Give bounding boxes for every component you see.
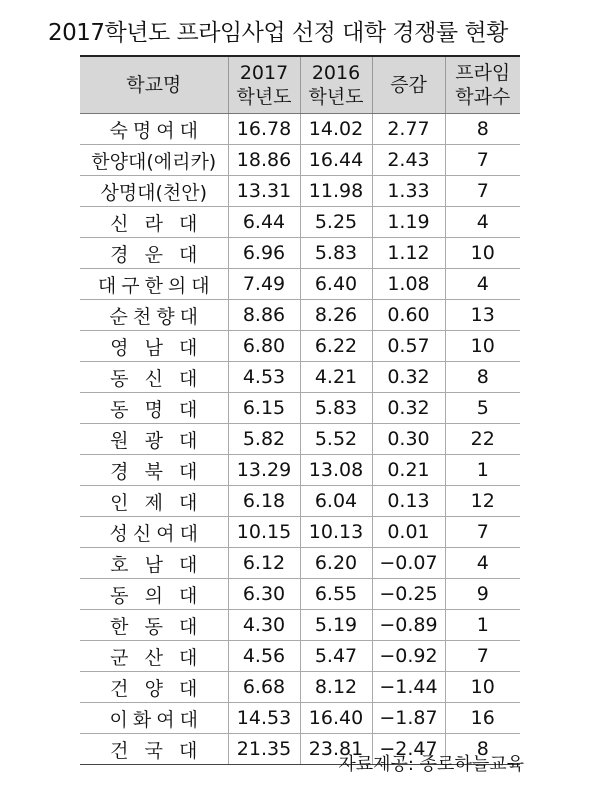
- rate-2017-cell: 13.29: [228, 455, 300, 486]
- dept-count-cell: 22: [445, 424, 520, 455]
- school-name-cell: 건 양 대: [80, 672, 228, 703]
- rate-2017-cell: 6.12: [228, 548, 300, 579]
- rate-2016-cell: 5.19: [300, 610, 372, 641]
- rate-2016-cell: 6.04: [300, 486, 372, 517]
- change-cell: 0.60: [372, 300, 445, 331]
- header-change: 증감: [372, 57, 445, 114]
- rate-2016-cell: 13.08: [300, 455, 372, 486]
- source-credit: 자료제공: 종로하늘교육: [338, 754, 524, 775]
- rate-2017-cell: 4.30: [228, 610, 300, 641]
- change-cell: −0.92: [372, 641, 445, 672]
- rate-2016-cell: 5.83: [300, 238, 372, 269]
- rate-2017-cell: 6.18: [228, 486, 300, 517]
- table-row: [80, 331, 520, 362]
- rate-2017-cell: 4.53: [228, 362, 300, 393]
- rate-2017-cell: 14.53: [228, 703, 300, 734]
- school-name-cell: 순천향대: [80, 300, 228, 331]
- rate-2017-cell: 18.86: [228, 145, 300, 176]
- school-name-cell: 이화여대: [80, 703, 228, 734]
- table-row: [80, 362, 520, 393]
- rate-2016-cell: 4.21: [300, 362, 372, 393]
- change-cell: 0.13: [372, 486, 445, 517]
- school-name-cell: 건 국 대: [80, 734, 228, 765]
- dept-count-cell: 1: [445, 610, 520, 641]
- rate-2016-cell: 8.12: [300, 672, 372, 703]
- change-cell: 0.32: [372, 362, 445, 393]
- table-row: [80, 610, 520, 641]
- table-row: [80, 393, 520, 424]
- change-cell: 0.21: [372, 455, 445, 486]
- change-cell: 0.01: [372, 517, 445, 548]
- rate-2017-cell: 6.30: [228, 579, 300, 610]
- dept-count-cell: 12: [445, 486, 520, 517]
- table-title: 2017학년도 프라임사업 선정 대학 경쟁률 현황: [48, 20, 508, 46]
- change-cell: 0.32: [372, 393, 445, 424]
- dept-count-cell: 5: [445, 393, 520, 424]
- dept-count-cell: 10: [445, 331, 520, 362]
- change-cell: −1.44: [372, 672, 445, 703]
- dept-count-cell: 7: [445, 176, 520, 207]
- table-row: [80, 176, 520, 207]
- rate-2017-cell: 21.35: [228, 734, 300, 765]
- table-row: [80, 238, 520, 269]
- change-cell: −2.47: [372, 734, 445, 765]
- dept-count-cell: 7: [445, 145, 520, 176]
- table-row: [80, 455, 520, 486]
- school-name-cell: 영 남 대: [80, 331, 228, 362]
- dept-count-cell: 8: [445, 734, 520, 765]
- change-cell: 1.12: [372, 238, 445, 269]
- rate-2017-cell: 5.82: [228, 424, 300, 455]
- rate-2017-cell: 13.31: [228, 176, 300, 207]
- rate-2016-cell: 14.02: [300, 114, 372, 145]
- school-name-cell: 한 동 대: [80, 610, 228, 641]
- school-name-cell: 상명대(천안): [80, 176, 228, 207]
- dept-count-cell: 10: [445, 672, 520, 703]
- change-cell: 2.43: [372, 145, 445, 176]
- school-name-cell: 동 명 대: [80, 393, 228, 424]
- header-2017: 2017 학년도: [228, 57, 300, 114]
- rate-2016-cell: 5.52: [300, 424, 372, 455]
- header-2016: 2016 학년도: [300, 57, 372, 114]
- rate-2016-cell: 16.40: [300, 703, 372, 734]
- school-name-cell: 경 북 대: [80, 455, 228, 486]
- dept-count-cell: 10: [445, 238, 520, 269]
- rate-2016-cell: 16.44: [300, 145, 372, 176]
- table-row: [80, 207, 520, 238]
- school-name-cell: 한양대(에리카): [80, 145, 228, 176]
- dept-count-cell: 8: [445, 362, 520, 393]
- rate-2017-cell: 16.78: [228, 114, 300, 145]
- rate-2016-cell: 11.98: [300, 176, 372, 207]
- dept-count-cell: 7: [445, 517, 520, 548]
- change-cell: 0.57: [372, 331, 445, 362]
- school-name-cell: 숙명여대: [80, 114, 228, 145]
- dept-count-cell: 13: [445, 300, 520, 331]
- change-cell: −0.25: [372, 579, 445, 610]
- table-body: [80, 114, 520, 765]
- dept-count-cell: 4: [445, 269, 520, 300]
- school-name-cell: 경 운 대: [80, 238, 228, 269]
- rate-2017-cell: 4.56: [228, 641, 300, 672]
- change-cell: 1.08: [372, 269, 445, 300]
- school-name-cell: 신 라 대: [80, 207, 228, 238]
- rate-2017-cell: 6.15: [228, 393, 300, 424]
- rate-2016-cell: 5.47: [300, 641, 372, 672]
- rate-2017-cell: 10.15: [228, 517, 300, 548]
- school-name-cell: 동 의 대: [80, 579, 228, 610]
- change-cell: −0.07: [372, 548, 445, 579]
- dept-count-cell: 16: [445, 703, 520, 734]
- rate-2016-cell: 6.20: [300, 548, 372, 579]
- school-name-cell: 동 신 대: [80, 362, 228, 393]
- dept-count-cell: 4: [445, 207, 520, 238]
- table-row: [80, 424, 520, 455]
- table-row: [80, 579, 520, 610]
- change-cell: 0.30: [372, 424, 445, 455]
- table-row: [80, 145, 520, 176]
- rate-2016-cell: 5.25: [300, 207, 372, 238]
- change-cell: 1.19: [372, 207, 445, 238]
- table-row: [80, 114, 520, 145]
- header-school-name: 학교명: [80, 57, 228, 114]
- header-prime-dept-count: 프라임 학과수: [445, 57, 520, 114]
- change-cell: 2.77: [372, 114, 445, 145]
- rate-2017-cell: 6.80: [228, 331, 300, 362]
- school-name-cell: 대구한의대: [80, 269, 228, 300]
- table-row: [80, 486, 520, 517]
- rate-2017-cell: 7.49: [228, 269, 300, 300]
- school-name-cell: 군 산 대: [80, 641, 228, 672]
- rate-2016-cell: 8.26: [300, 300, 372, 331]
- rate-2016-cell: 5.83: [300, 393, 372, 424]
- dept-count-cell: 8: [445, 114, 520, 145]
- school-name-cell: 성신여대: [80, 517, 228, 548]
- table-row: [80, 269, 520, 300]
- school-name-cell: 인 제 대: [80, 486, 228, 517]
- rate-2016-cell: 6.22: [300, 331, 372, 362]
- table-row: [80, 517, 520, 548]
- table-row: [80, 548, 520, 579]
- dept-count-cell: 4: [445, 548, 520, 579]
- rate-2017-cell: 8.86: [228, 300, 300, 331]
- rate-2017-cell: 6.96: [228, 238, 300, 269]
- rate-2016-cell: 6.55: [300, 579, 372, 610]
- header-row: [80, 57, 520, 114]
- change-cell: 1.33: [372, 176, 445, 207]
- rate-2016-cell: 23.81: [300, 734, 372, 765]
- dept-count-cell: 1: [445, 455, 520, 486]
- competition-rate-table: [80, 57, 520, 765]
- table-row: [80, 672, 520, 703]
- rate-2017-cell: 6.68: [228, 672, 300, 703]
- dept-count-cell: 9: [445, 579, 520, 610]
- school-name-cell: 호 남 대: [80, 548, 228, 579]
- rate-2016-cell: 6.40: [300, 269, 372, 300]
- rate-2017-cell: 6.44: [228, 207, 300, 238]
- table-row: [80, 300, 520, 331]
- school-name-cell: 원 광 대: [80, 424, 228, 455]
- table-row: [80, 703, 520, 734]
- dept-count-cell: 7: [445, 641, 520, 672]
- change-cell: −1.87: [372, 703, 445, 734]
- change-cell: −0.89: [372, 610, 445, 641]
- rate-2016-cell: 10.13: [300, 517, 372, 548]
- table-row: [80, 641, 520, 672]
